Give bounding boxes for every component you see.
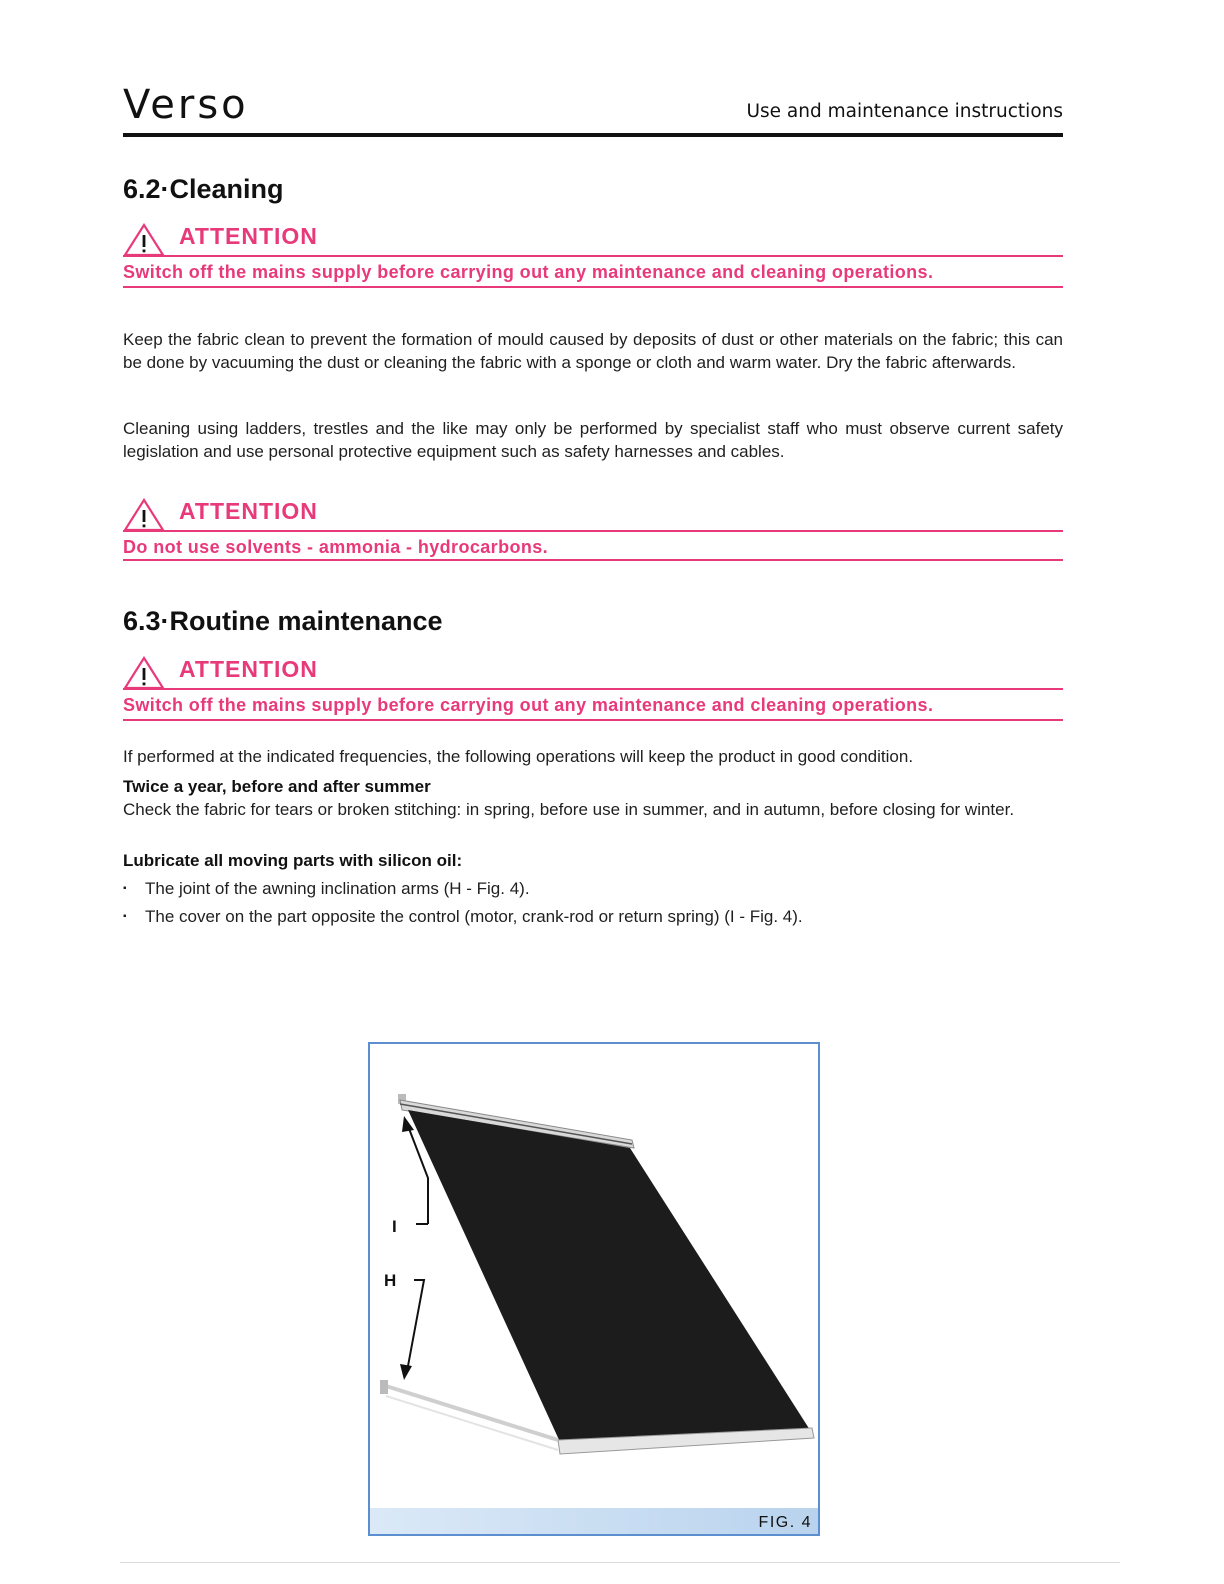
twice-a-year-text: Check the fabric for tears or broken stitching: in spring, before use in summer, and in autumn, before closing for winter. — [123, 800, 1015, 819]
cleaning-paragraph-1: Keep the fabric clean to prevent the formation of mould caused by deposits of dust or other materials on the fabric; this can be done by vacuuming the dust or cleaning the fabric with a sponge or cloth and warm water. Dry the fabric afterwards. — [123, 330, 1063, 372]
warning-triangle-icon — [123, 223, 165, 257]
leader-line-h — [408, 1280, 424, 1366]
page-header — [123, 82, 1063, 138]
awning-illustration — [370, 1044, 818, 1510]
figure-label-i: I — [392, 1217, 397, 1236]
arrow-head-icon — [400, 1364, 412, 1380]
cleaning-paragraph-2: Cleaning using ladders, trestles and the like may only be performed by specialist staff who must observe current safety legislation and use personal protective equipment such as safety harnesses and cables. — [123, 419, 1063, 461]
footer-divider — [120, 1562, 1120, 1563]
brand-logo: Verso — [123, 82, 249, 128]
attention-block-3 — [123, 656, 1063, 721]
attention-rule — [123, 559, 1063, 561]
attention-heading: ATTENTION — [179, 223, 318, 249]
attention-message: Do not use solvents - ammonia - hydrocarbons. — [123, 537, 549, 557]
header-divider — [123, 133, 1063, 137]
twice-a-year-heading: Twice a year, before and after summer — [123, 777, 431, 796]
attention-rule — [123, 286, 1063, 288]
awning-fabric — [408, 1110, 810, 1442]
inclination-arm — [386, 1386, 558, 1440]
list-item: ▪ The joint of the awning inclination arms (H - Fig. 4). — [123, 875, 1063, 903]
attention-rule — [123, 719, 1063, 721]
attention-heading: ATTENTION — [179, 656, 318, 682]
attention-rule — [123, 530, 1063, 532]
warning-triangle-icon — [123, 656, 165, 690]
arm-joint — [380, 1380, 388, 1394]
section-title-cleaning: 6.2·Cleaning — [123, 174, 284, 204]
figure-caption-bar — [370, 1508, 818, 1534]
figure-caption: FIG. 4 — [758, 1514, 812, 1531]
attention-heading: ATTENTION — [179, 498, 318, 524]
figure-label-h: H — [384, 1271, 397, 1290]
attention-block-1 — [123, 223, 1063, 288]
lubrication-list — [123, 875, 1063, 931]
attention-block-2 — [123, 498, 1063, 561]
attention-message: Switch off the mains supply before carrying out any maintenance and cleaning operations. — [123, 695, 934, 715]
attention-rule — [123, 688, 1063, 690]
figure-4 — [368, 1042, 820, 1536]
attention-rule — [123, 255, 1063, 257]
list-item: ▪ The cover on the part opposite the control (motor, crank-rod or return spring) (I - Fig. 4). — [123, 903, 1063, 931]
warning-triangle-icon — [123, 498, 165, 532]
maintenance-intro: If performed at the indicated frequencies, the following operations will keep the product in good condition. — [123, 747, 914, 766]
section-title-routine-maintenance: 6.3·Routine maintenance — [123, 606, 443, 636]
attention-message: Switch off the mains supply before carrying out any maintenance and cleaning operations. — [123, 262, 934, 282]
lubricate-heading: Lubricate all moving parts with silicon oil: — [123, 851, 463, 870]
header-subtitle: Use and maintenance instructions — [746, 101, 1063, 122]
